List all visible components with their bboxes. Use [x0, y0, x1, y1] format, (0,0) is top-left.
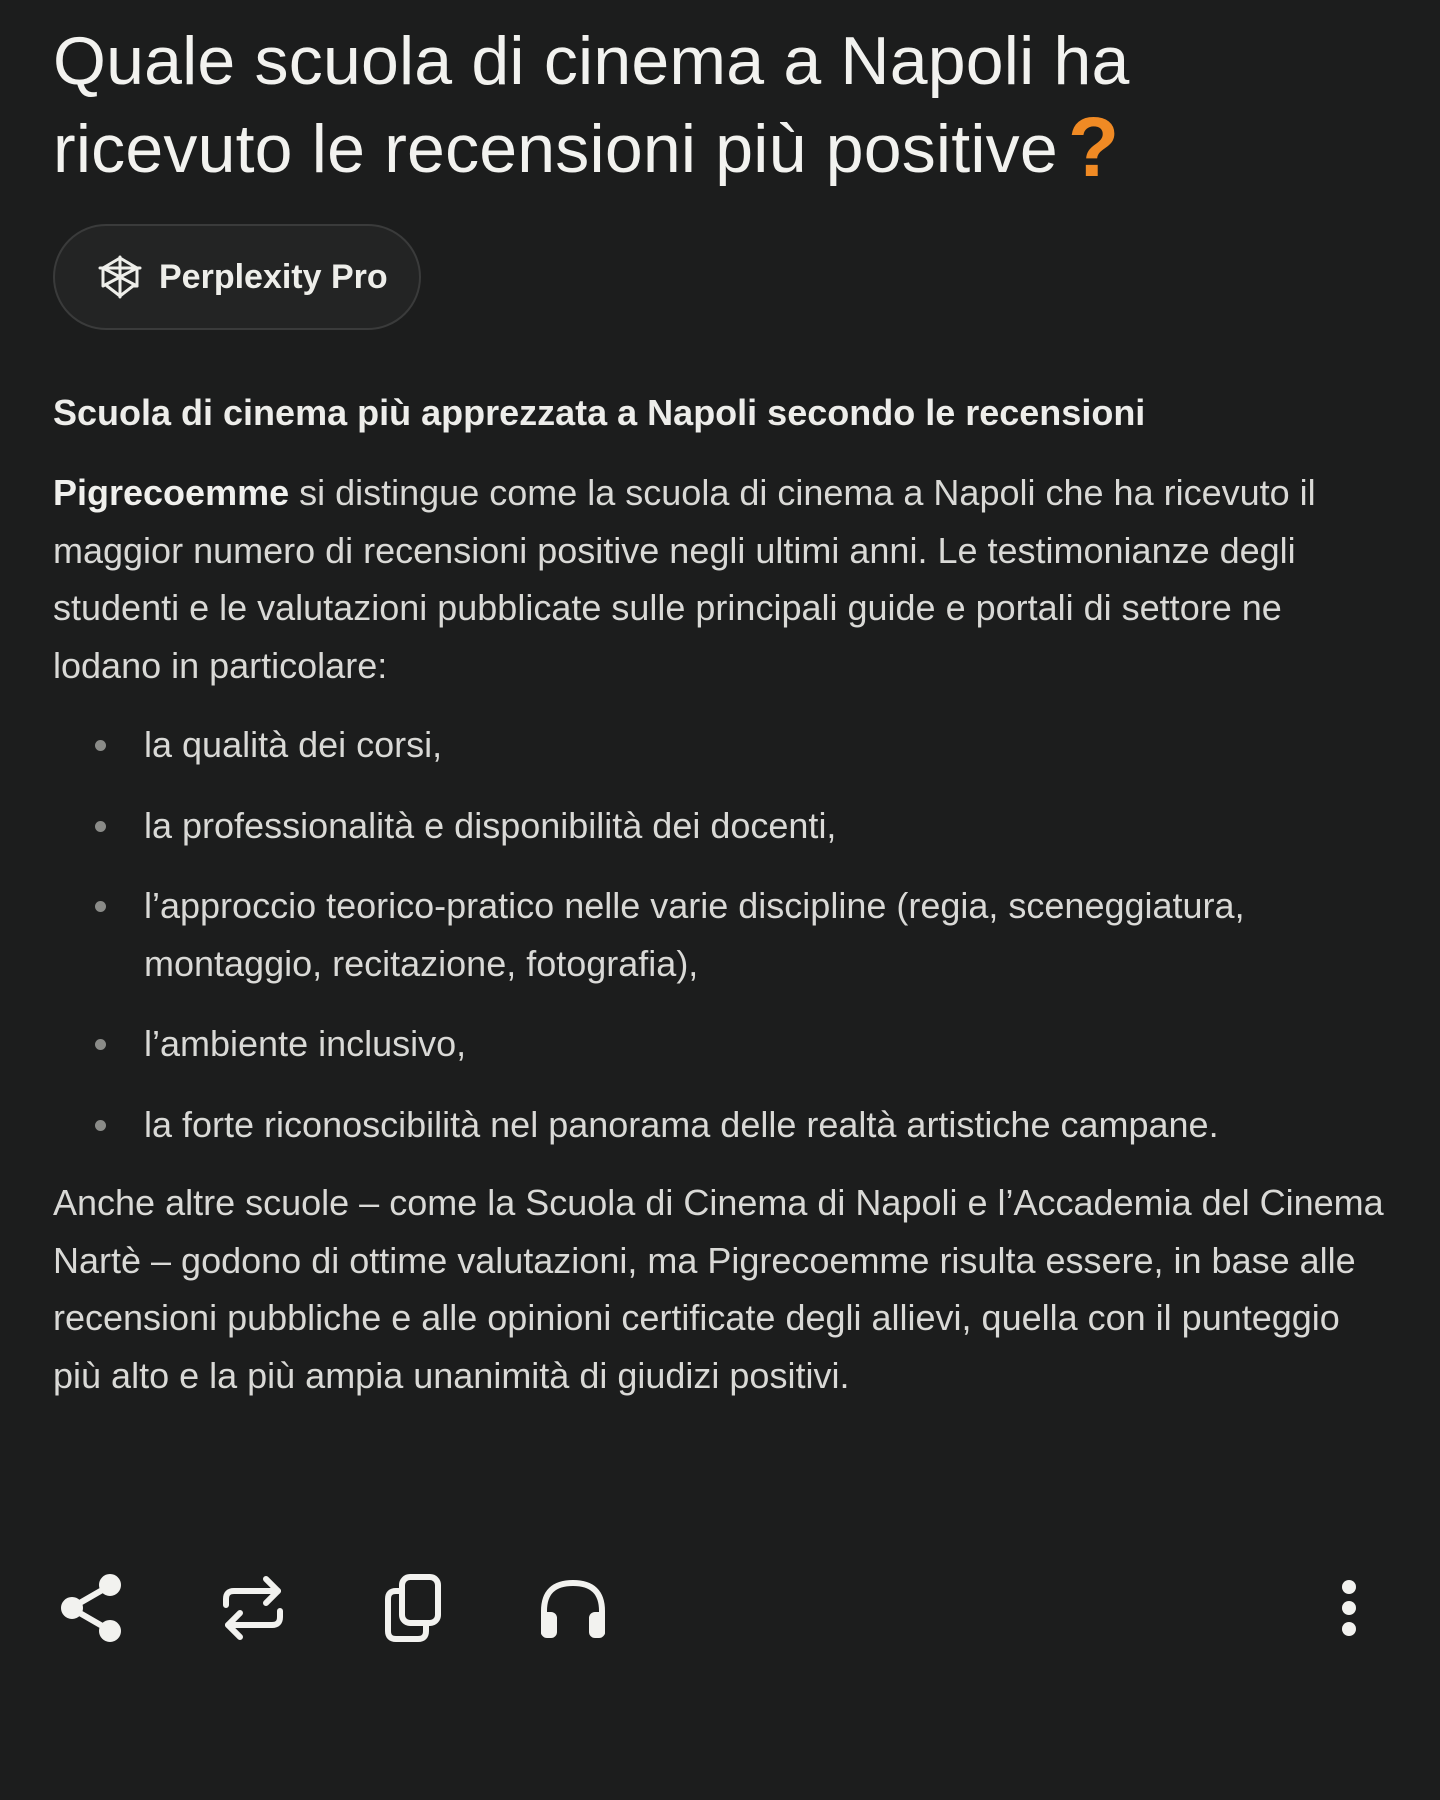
answer-closing: Anche altre scuole – come la Scuola di Cinema di Napoli e l’Accademia del Cinema Nartè – godono di ottime valutazioni, ma Pigrecoemme risulta essere, in base alle recensioni pubbliche e alle opinioni certificate degli allievi, quella con il punteggio più alto e la più ampia unanimità di giudizi positivi. — [53, 1182, 1384, 1396]
rewrite-button[interactable] — [213, 1570, 293, 1650]
copy-button[interactable] — [373, 1570, 453, 1650]
intro-text: si distingue come la scuola di cinema a Napoli che ha ricevuto il maggior numero di recensioni positive negli ultimi anni. Le testimonianze degli studenti e le valutazioni pubblicate sulle principali guide e portali di settore ne lodano in particolare: — [53, 472, 1316, 686]
more-options-button[interactable] — [1309, 1570, 1389, 1650]
bullet-dot — [95, 821, 106, 832]
bullet-dot — [95, 901, 106, 912]
list-item — [53, 877, 1393, 992]
list-item — [53, 1015, 1393, 1073]
share-icon — [60, 1573, 126, 1648]
list-item — [53, 716, 1393, 774]
bullet-dot — [95, 740, 106, 751]
copy-icon — [382, 1573, 444, 1648]
praise-list — [53, 716, 1393, 1176]
answer-heading: Scuola di cinema più apprezzata a Napoli secondo le recensioni — [53, 392, 1146, 433]
headphones-icon — [538, 1577, 608, 1644]
question-title — [53, 18, 1353, 192]
perplexity-logo-icon — [95, 252, 145, 302]
list-item-text: l’approccio teorico-pratico nelle varie discipline (regia, sceneggiatura, montaggio, recitazione, fotografia), — [144, 885, 1245, 984]
bullet-dot — [95, 1039, 106, 1050]
answer-intro — [53, 464, 1393, 694]
more-vertical-icon — [1339, 1578, 1359, 1643]
badge-label: Perplexity Pro — [159, 257, 388, 296]
repeat-icon — [218, 1575, 288, 1646]
list-item — [53, 1096, 1393, 1154]
perplexity-pro-badge[interactable] — [53, 224, 421, 330]
list-item — [53, 797, 1393, 855]
list-item-text: la forte riconoscibilità nel panorama delle realtà artistiche campane. — [144, 1103, 1219, 1145]
question-text: Quale scuola di cinema a Napoli ha ricevuto le recensioni più positive — [53, 23, 1130, 187]
school-name: Pigrecoemme — [53, 472, 290, 513]
list-item-text: la qualità dei corsi, — [144, 724, 443, 765]
answer-actions-toolbar — [53, 1570, 1393, 1650]
bullet-dot — [95, 1120, 106, 1131]
list-item-text: la professionalità e disponibilità dei docenti, — [144, 804, 837, 846]
list-item-text: l’ambiente inclusivo, — [144, 1023, 467, 1064]
listen-button[interactable] — [533, 1570, 613, 1650]
question-mark-emoji: ? — [1067, 100, 1120, 194]
share-button[interactable] — [53, 1570, 133, 1650]
